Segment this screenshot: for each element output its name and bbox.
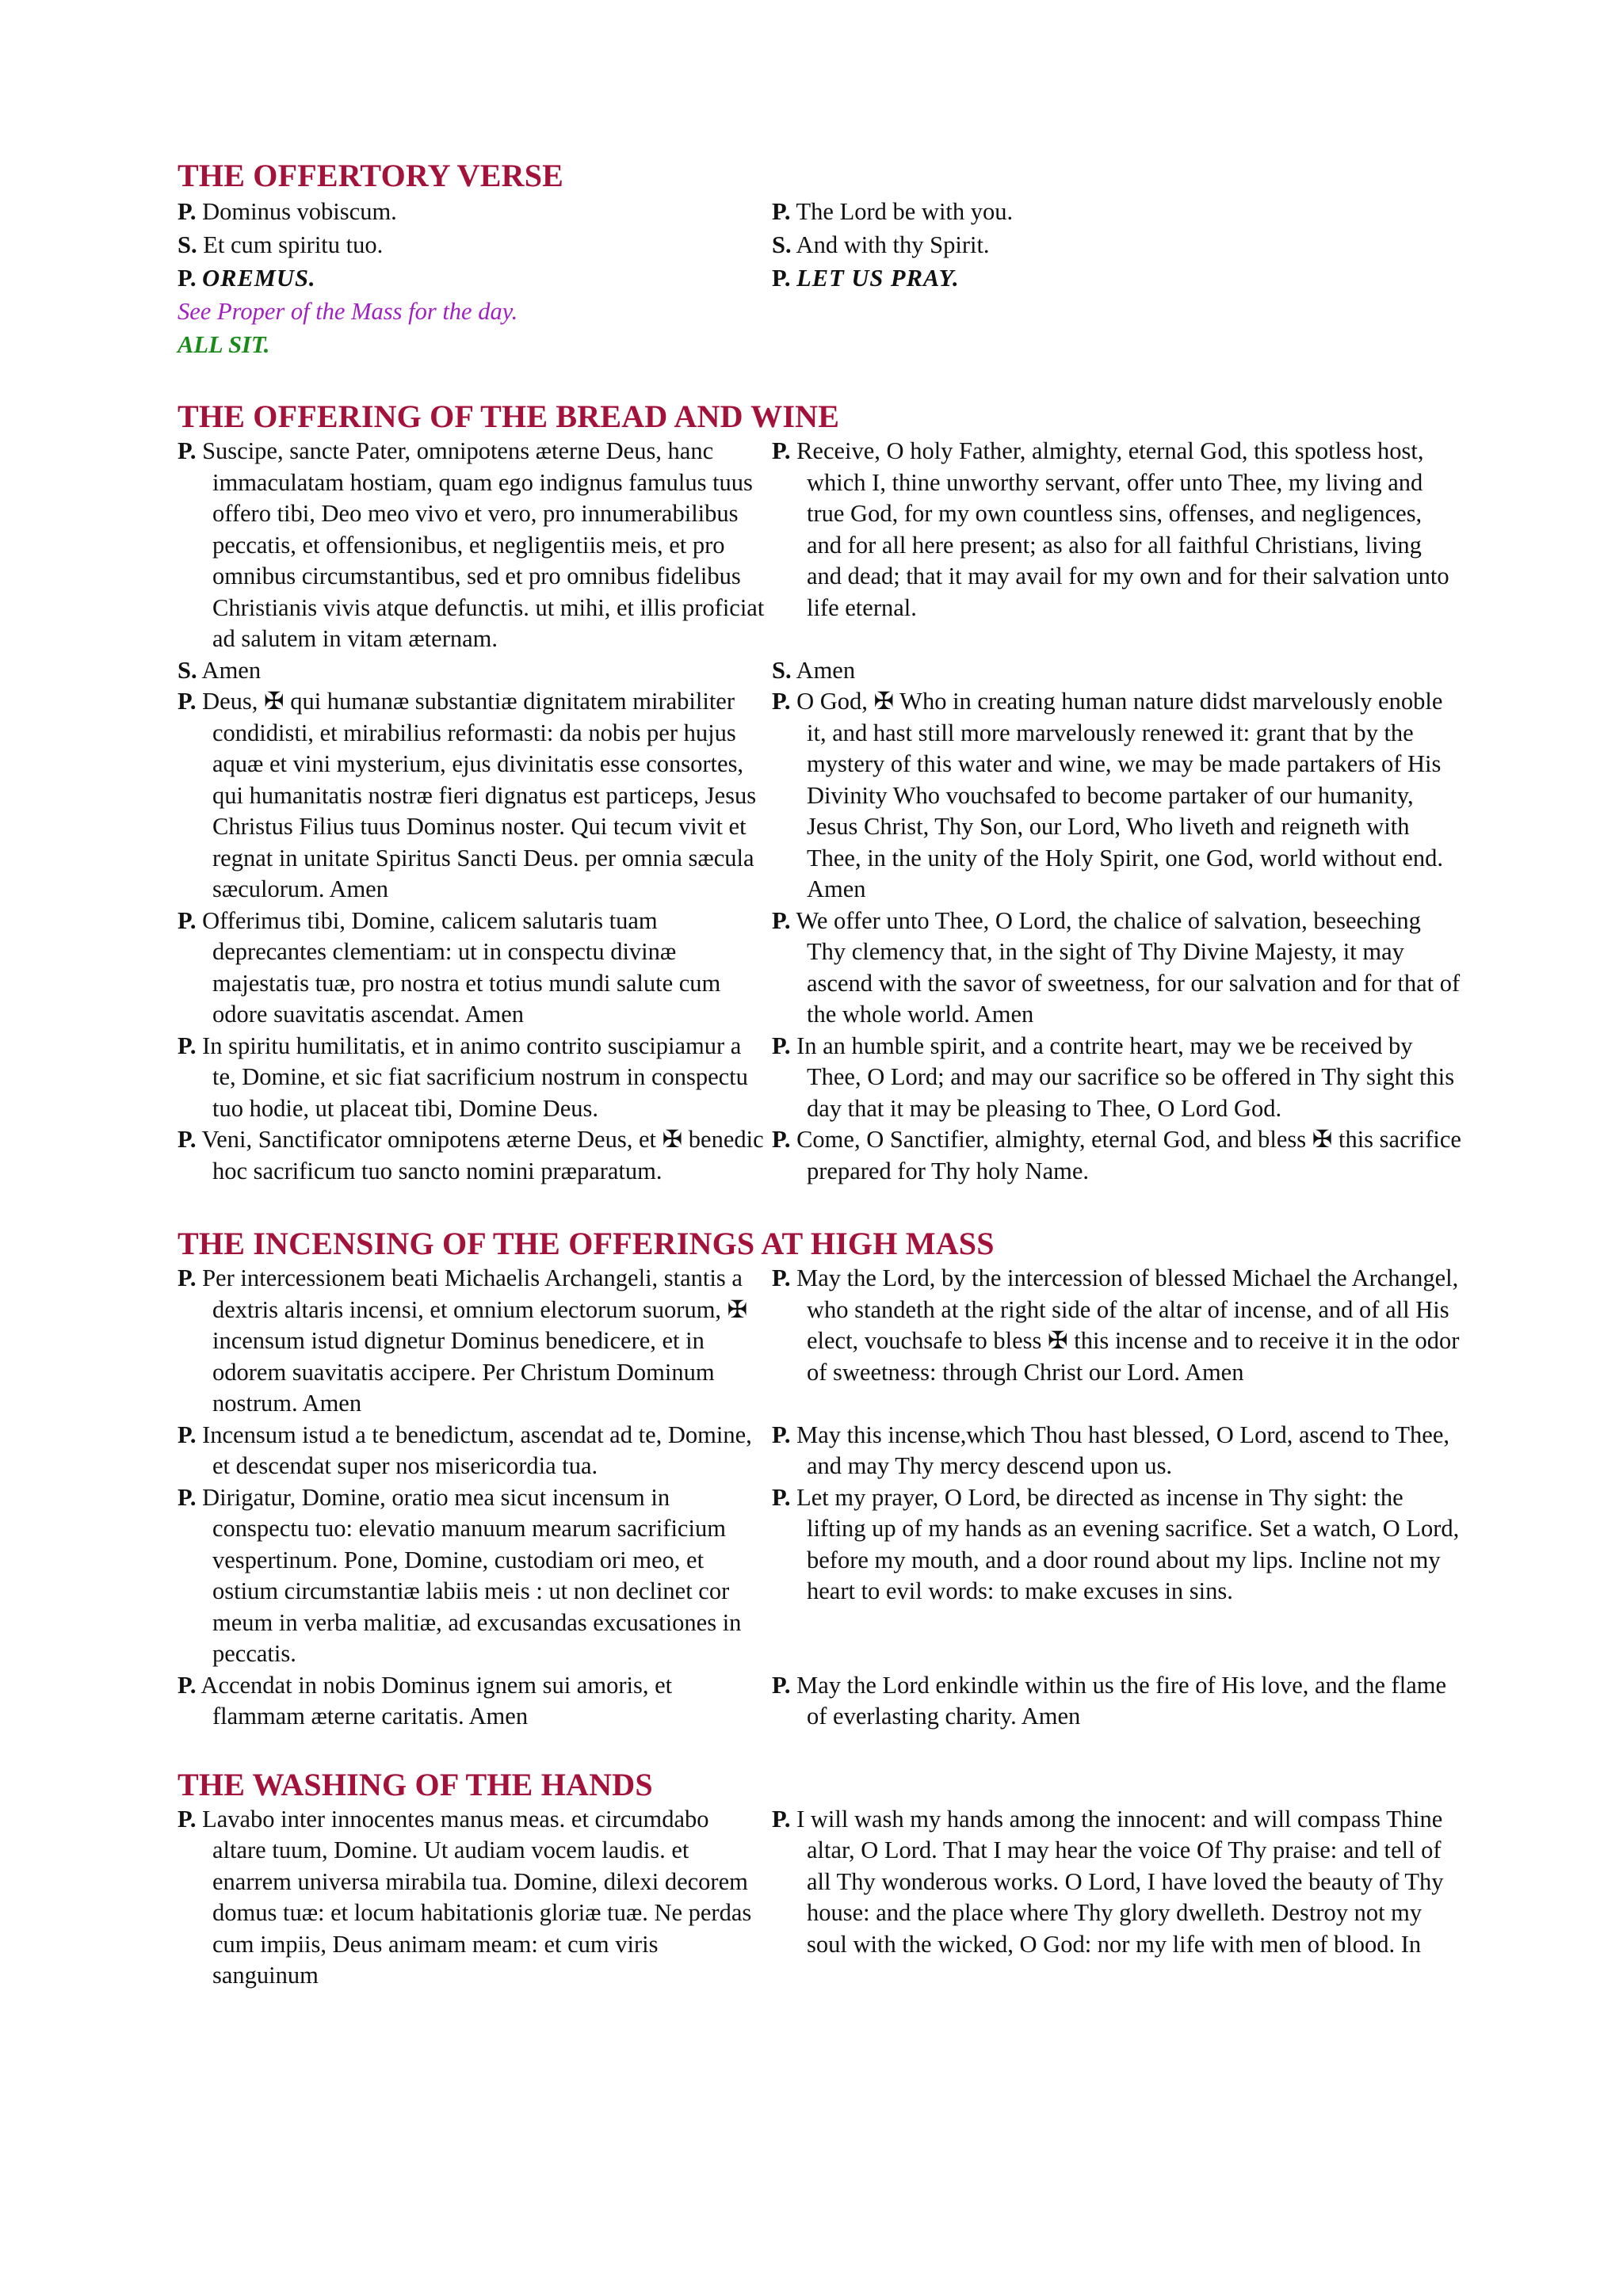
latin-prayer bbox=[178, 1420, 766, 1482]
prayer-text: We offer unto Thee, O Lord, the chalice of salvation, beseeching Thy clemency that, in the sight of Thy Divine Majesty, it may ascend with the savor of sweetness, for our salvation and for that of the whole world. Amen bbox=[796, 906, 1461, 1028]
speaker-label: S. bbox=[178, 656, 197, 684]
english-prayer bbox=[772, 1670, 1461, 1733]
section-heading-incensing: THE INCENSING OF THE OFFERINGS AT HIGH MASS bbox=[178, 1226, 995, 1261]
prayer-row bbox=[178, 1263, 1461, 1420]
speaker-label: P. bbox=[178, 1126, 197, 1153]
prayer-text: Per intercessionem beati Michaelis Archangeli, stantis a dextris altaris incensi, et omnium electorum suorum, ✠ incensum istud dignetur Dominus benedicere, et in odorem suavitatis accipere. Per Christum Dominum nostrum. Amen bbox=[202, 1264, 748, 1417]
section-heading-bread-wine: THE OFFERING OF THE BREAD AND WINE bbox=[178, 399, 840, 434]
prayer-row bbox=[178, 1420, 1461, 1482]
english-prayer bbox=[772, 906, 1461, 1031]
offering-bread-wine-section bbox=[178, 398, 1461, 1187]
speaker-label: P. bbox=[178, 1671, 197, 1699]
english-prayer bbox=[772, 436, 1461, 655]
english-column bbox=[772, 195, 1461, 361]
speaker-label: P. bbox=[772, 1126, 791, 1153]
prayer-text: Incensum istud a te benedictum, ascendat ad te, Domine, et descendat super nos misericordia tua. bbox=[202, 1421, 752, 1479]
speaker-label: P. bbox=[178, 1483, 197, 1511]
latin-column bbox=[178, 195, 766, 361]
prayer-row bbox=[178, 655, 1461, 687]
prayer-text: May this incense,which Thou hast blessed, O Lord, ascend to Thee, and may Thy mercy descend upon us. bbox=[796, 1421, 1449, 1479]
speaker-label: P. bbox=[772, 265, 791, 292]
washing-hands-section bbox=[178, 1766, 1461, 1992]
english-prayer bbox=[772, 1420, 1461, 1482]
prayer-text: Come, O Sanctifier, almighty, eternal God, and bless ✠ this sacrifice prepared for Thy holy Name. bbox=[796, 1126, 1461, 1184]
dialogue-line bbox=[178, 228, 766, 261]
prayer-text: Suscipe, sancte Pater, omnipotens æterne Deus, hanc immaculatam hostiam, quam ego indignus famulus tuus offero tibi, Deo meo vivo et vero, pro innumerabilibus peccatis, et offensionibus, et negligentiis meis, et pro omnibus circumstantibus, sed et pro omnibus fidelibus Christianis vivis atque defunctis. ut mihi, et illis proficiat ad salutem in vitam æternam. bbox=[202, 437, 765, 652]
prayer-text: Veni, Sanctificator omnipotens æterne Deus, et ✠ benedic hoc sacrificum tuo sancto nomini præparatum. bbox=[201, 1126, 764, 1184]
dialogue-line bbox=[772, 228, 1461, 261]
prayer-text: Offerimus tibi, Domine, calicem salutaris tuam deprecantes clementiam: ut in conspectu divinæ majestatis tuæ, pro nostra et totius mundi salute cum odore suavitatis ascendat. Amen bbox=[202, 906, 721, 1028]
prayer-row bbox=[178, 436, 1461, 655]
latin-prayer bbox=[178, 1804, 766, 1992]
rubric-all-sit: ALL SIT. bbox=[178, 331, 270, 358]
dialogue-line bbox=[178, 195, 766, 228]
prayer-row bbox=[178, 1124, 1461, 1187]
proper-note: See Proper of the Mass for the day. bbox=[178, 298, 518, 325]
speaker-label: P. bbox=[772, 1483, 791, 1511]
prayer-text: Deus, ✠ qui humanæ substantiæ dignitatem mirabiliter condidisti, et mirabilius reformasti: da nobis per hujus aquæ et vini mysterium, ejus divinitatis esse consortes, qui humanitatis nostræ fieri dignatus est particeps, Jesus Christus Filius tuus Dominus noster. Qui tecum vivit et regnat in unitate Spiritus Sancti Deus. per omnia sæcula sæculorum. Amen bbox=[202, 688, 757, 902]
english-prayer bbox=[772, 1031, 1461, 1125]
dialogue-line bbox=[178, 261, 766, 295]
latin-prayer bbox=[178, 1670, 766, 1733]
prayer-row bbox=[178, 906, 1461, 1031]
latin-prayer bbox=[178, 686, 766, 906]
prayer-row bbox=[178, 686, 1461, 906]
dialogue-line bbox=[772, 261, 1461, 295]
speaker-label: P. bbox=[772, 1671, 791, 1699]
speaker-label: P. bbox=[178, 265, 197, 292]
speaker-label: P. bbox=[178, 437, 197, 464]
speaker-label: P. bbox=[772, 1032, 791, 1059]
section-heading-offertory-verse: THE OFFERTORY VERSE bbox=[178, 158, 564, 193]
speaker-label: P. bbox=[772, 437, 791, 464]
prayer-text: Dirigatur, Domine, oratio mea sicut incensum in conspectu tuo: elevatio manuum mearum sacrificium vespertinum. Pone, Domine, custodiam ori meo, et ostium circumstantiæ labiis meis : ut non declinet cor meum in verba malitiæ, ad excusandas excusationes in peccatis. bbox=[202, 1483, 742, 1667]
latin-prayer bbox=[178, 655, 766, 687]
english-prayer bbox=[772, 1263, 1461, 1420]
prayer-text: Amen bbox=[201, 656, 262, 684]
prayer-text: Let my prayer, O Lord, be directed as incense in Thy sight: the lifting up of my hands as an evening sacrifice. Set a watch, O Lord, before my mouth, and a door round about my lips. Incline not my heart to evil words: to make excuses in sins. bbox=[796, 1483, 1460, 1604]
speaker-label: P. bbox=[178, 688, 197, 715]
english-prayer bbox=[772, 1804, 1461, 1992]
latin-prayer bbox=[178, 436, 766, 655]
prayer-row bbox=[178, 1804, 1461, 1992]
prayer-text: May the Lord enkindle within us the fire of His love, and the flame of everlasting charity. Amen bbox=[796, 1671, 1446, 1730]
dialogue-text: LET US PRAY. bbox=[796, 265, 960, 292]
speaker-label: S. bbox=[772, 231, 792, 258]
speaker-label: P. bbox=[772, 1805, 791, 1833]
english-prayer bbox=[772, 686, 1461, 906]
prayer-text: May the Lord, by the intercession of blessed Michael the Archangel, who standeth at the right side of the altar of incense, and of all His elect, vouchsafe to bless ✠ this incense and to receive it in the odor of sweetness: through Christ our Lord. Amen bbox=[796, 1264, 1460, 1386]
prayer-text: Lavabo inter innocentes manus meas. et circumdabo altare tuum, Domine. Ut audiam vocem laudis. et enarrem universa mirabila tua. Domine, dilexi decorem domus tuæ: et locum habitationis gloriæ tuæ. Ne perdas cum impiis, Deus animam meam: et cum viris sanguinum bbox=[202, 1805, 752, 1989]
speaker-label: P. bbox=[772, 906, 791, 934]
dialogue-text: And with thy Spirit. bbox=[796, 231, 990, 258]
speaker-label: S. bbox=[772, 656, 792, 684]
latin-prayer bbox=[178, 1482, 766, 1670]
speaker-label: P. bbox=[772, 1264, 791, 1291]
english-prayer bbox=[772, 1124, 1461, 1187]
speaker-label: P. bbox=[178, 1805, 197, 1833]
latin-prayer bbox=[178, 1124, 766, 1187]
speaker-label: P. bbox=[178, 1421, 197, 1448]
speaker-label: P. bbox=[178, 1264, 197, 1291]
speaker-label: P. bbox=[178, 198, 197, 225]
speaker-label: P. bbox=[772, 198, 791, 225]
prayer-row bbox=[178, 1031, 1461, 1125]
prayer-text: I will wash my hands among the innocent: and will compass Thine altar, O Lord. That I may hear the voice Of Thy praise: and tell of all Thy wonderous works. O Lord, I have loved the beauty of Thy house: and the place where Thy glory dwelleth. Destroy not my soul with the wicked, O God: nor my life with men of blood. In bbox=[796, 1805, 1444, 1958]
dialogue-text: The Lord be with you. bbox=[796, 198, 1014, 225]
section-heading-washing: THE WASHING OF THE HANDS bbox=[178, 1766, 653, 1802]
prayer-row bbox=[178, 1482, 1461, 1670]
offertory-verse-section bbox=[178, 157, 1461, 361]
dialogue-text: OREMUS. bbox=[202, 265, 316, 292]
dialogue-text: Dominus vobiscum. bbox=[202, 198, 397, 225]
speaker-label: S. bbox=[178, 231, 197, 258]
latin-prayer bbox=[178, 1263, 766, 1420]
page bbox=[178, 157, 1461, 2033]
prayer-text: Receive, O holy Father, almighty, eternal God, this spotless host, which I, thine unworthy servant, offer unto Thee, my living and true God, for my own countless sins, offenses, and negligences, and for all here present; as also for all faithful Christians, living and dead; that it may avail for my own and for their salvation unto life eternal. bbox=[796, 437, 1449, 621]
speaker-label: P. bbox=[772, 688, 791, 715]
prayer-text: In an humble spirit, and a contrite heart, may we be received by Thee, O Lord; and may our sacrifice so be offered in Thy sight this day that it may be pleasing to Thee, O Lord God. bbox=[796, 1032, 1455, 1122]
prayer-text: Accendat in nobis Dominus ignem sui amoris, et flammam æterne caritatis. Amen bbox=[200, 1671, 673, 1730]
latin-prayer bbox=[178, 906, 766, 1031]
english-prayer bbox=[772, 1482, 1461, 1670]
speaker-label: P. bbox=[178, 1032, 197, 1059]
dialogue-line bbox=[772, 195, 1461, 228]
latin-prayer bbox=[178, 1031, 766, 1125]
dialogue-text: Et cum spiritu tuo. bbox=[203, 231, 384, 258]
english-prayer bbox=[772, 655, 1461, 687]
prayer-text: In spiritu humilitatis, et in animo contrito suscipiamur a te, Domine, et sic fiat sacrificium nostrum in conspectu tuo hodie, ut placeat tibi, Domine Deus. bbox=[202, 1032, 748, 1122]
prayer-row bbox=[178, 1670, 1461, 1733]
speaker-label: P. bbox=[178, 906, 197, 934]
prayer-text: O God, ✠ Who in creating human nature didst marvelously enoble it, and hast still more marvelously renewed it: grant that by the mystery of this water and wine, we may be made partakers of His Divinity Who vouchsafed to become partaker of our humanity, Jesus Christ, Thy Son, our Lord, Who liveth and reigneth with Thee, in the unity of the Holy Spirit, one God, world without end. Amen bbox=[796, 688, 1444, 902]
incensing-section bbox=[178, 1225, 1461, 1733]
speaker-label: P. bbox=[772, 1421, 791, 1448]
prayer-text: Amen bbox=[796, 656, 856, 684]
